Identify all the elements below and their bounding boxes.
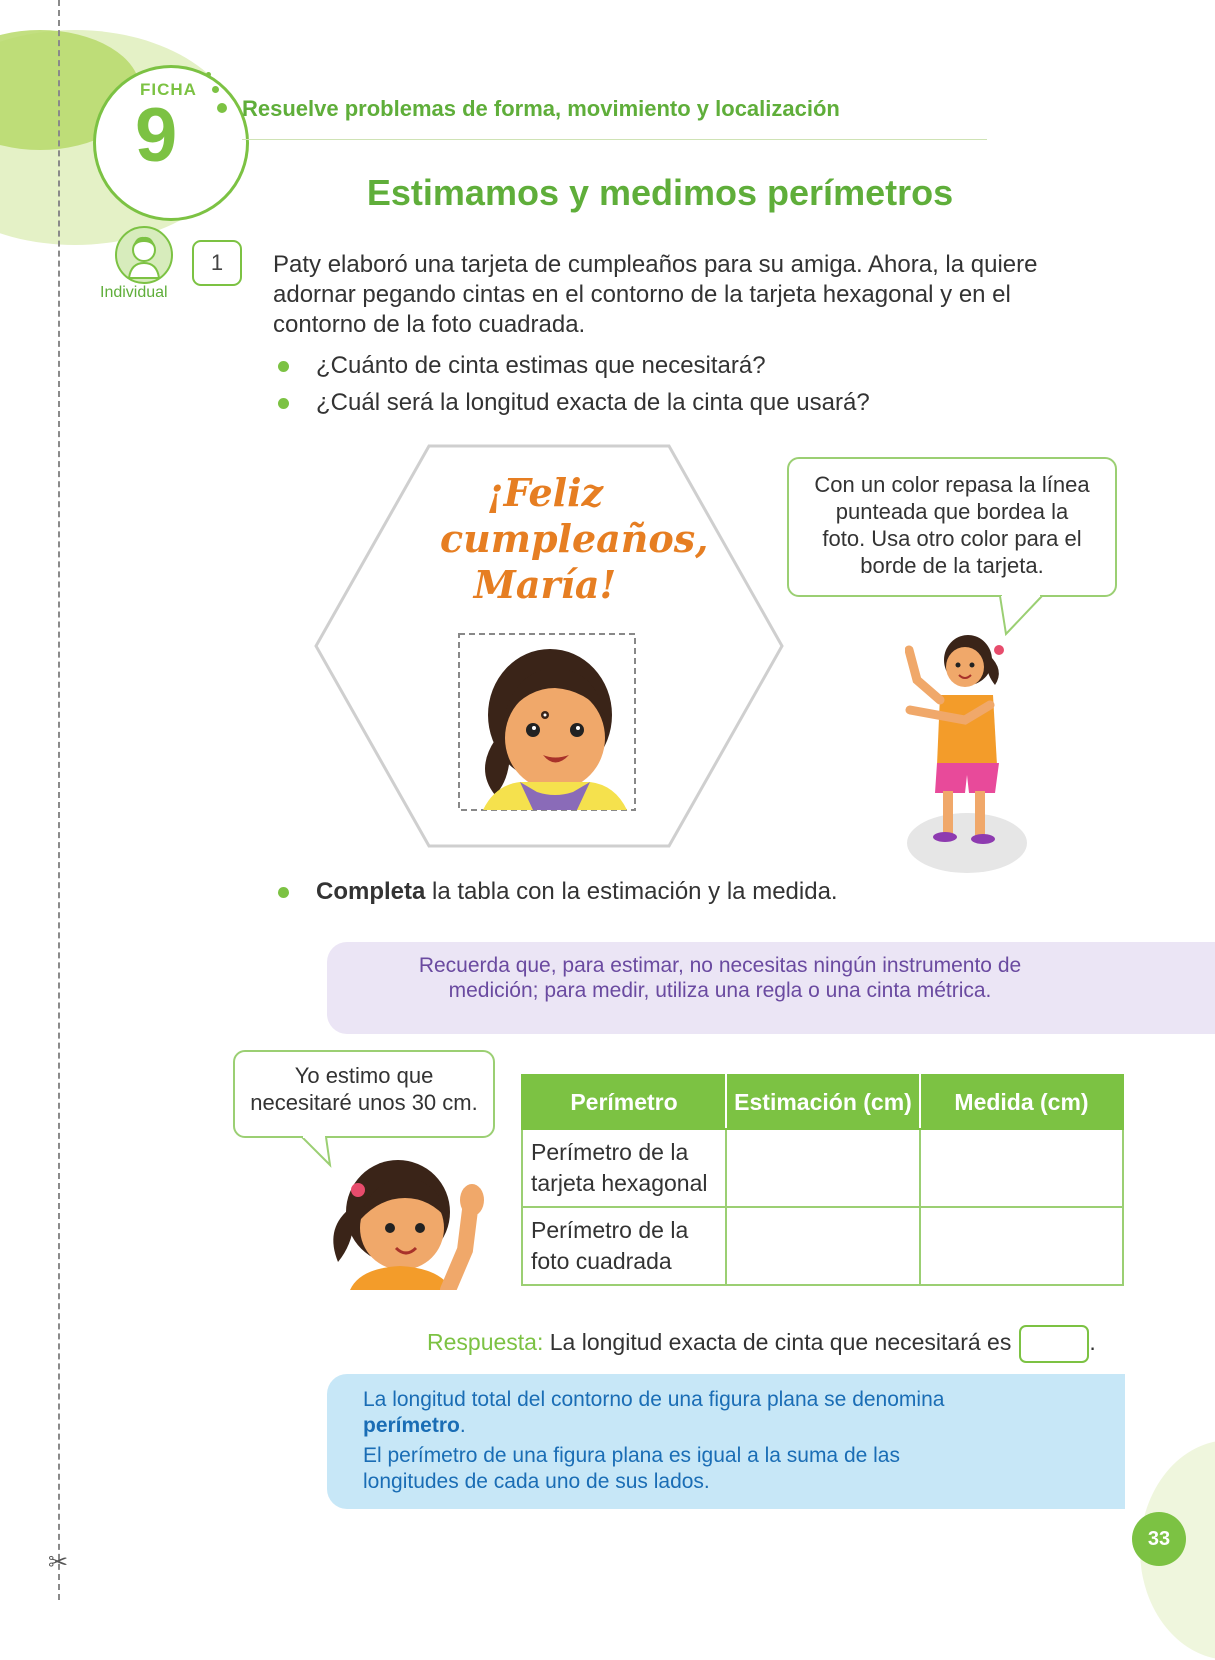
definition-line: longitudes de cada uno de sus lados.: [363, 1470, 710, 1493]
question-item: [316, 352, 766, 380]
definition-term-line: [363, 1413, 1103, 1439]
header-bullet: [217, 103, 227, 113]
question-number: 1: [192, 240, 242, 286]
individual-icon: [115, 226, 173, 284]
bubble-line: borde de la tarjeta.: [860, 553, 1044, 578]
column-header-estimate: Estimación (cm): [726, 1075, 920, 1129]
table-header-row: [522, 1075, 1123, 1129]
measure-cell[interactable]: [920, 1129, 1123, 1207]
perimeter-table: [521, 1074, 1124, 1286]
table-row: [522, 1207, 1123, 1285]
problem-line: contorno de la foto cuadrada.: [273, 311, 586, 338]
competency-heading: Resuelve problemas de forma, movimiento y localización: [242, 96, 840, 121]
instruction-text: la tabla con la estimación y la medida.: [425, 878, 838, 905]
bubble-line: Yo estimo que: [294, 1063, 434, 1088]
row-label: [522, 1207, 726, 1285]
row-label-line: Perímetro de la: [531, 1139, 689, 1165]
table-instruction: [316, 878, 838, 906]
question-item: [316, 389, 870, 417]
birthday-greeting: [440, 470, 709, 608]
bubble-line: necesitaré unos 30 cm.: [250, 1090, 478, 1115]
page-title: Estimamos y medimos perímetros: [366, 172, 954, 213]
problem-statement: [273, 250, 1093, 340]
column-header-perimeter: Perímetro: [522, 1075, 726, 1129]
instruction-bubble: [787, 457, 1117, 597]
question-text: ¿Cuál será la longitud exacta de la cinta que usará?: [316, 389, 870, 416]
ficha-number: 9: [135, 93, 178, 178]
problem-line: Paty elaboró una tarjeta de cumpleaños para su amiga. Ahora, la quiere: [273, 251, 1038, 278]
bubble-line: punteada que bordea la: [835, 499, 1069, 524]
row-label-line: tarjeta hexagonal: [531, 1170, 708, 1196]
row-label-line: Perímetro de la: [531, 1217, 689, 1243]
estimate-cell[interactable]: [726, 1129, 920, 1207]
bubble-line: foto. Usa otro color para el: [822, 526, 1082, 551]
bullet-dot: [278, 361, 289, 372]
table-row: [522, 1129, 1123, 1207]
measure-cell[interactable]: [920, 1207, 1123, 1285]
definition-term: perímetro: [363, 1414, 460, 1437]
answer-period: .: [1089, 1329, 1096, 1356]
row-label-line: foto cuadrada: [531, 1248, 672, 1274]
definition-text: [363, 1387, 1103, 1495]
greeting-line: ¡Feliz: [486, 470, 604, 515]
answer-input-box[interactable]: [1019, 1325, 1089, 1363]
row-label: [522, 1129, 726, 1207]
estimate-cell[interactable]: [726, 1207, 920, 1285]
header-dot-medium: [212, 86, 219, 93]
girl-waving-illustration: [320, 1150, 500, 1290]
bullet-dot: [278, 398, 289, 409]
question-text: ¿Cuánto de cinta estimas que necesitará?: [316, 352, 766, 379]
answer-text: La longitud exacta de cinta que necesitará es: [549, 1329, 1012, 1356]
definition-line: El perímetro de una figura plana es igual a la suma de las: [363, 1444, 900, 1467]
column-header-measure: Medida (cm): [920, 1075, 1123, 1129]
header-dot-small: [206, 72, 211, 77]
girl-illustration: [905, 625, 1035, 875]
reminder-text: [350, 953, 1090, 1003]
problem-line: adornar pegando cintas en el contorno de la tarjeta hexagonal y en el: [273, 281, 1011, 308]
page-number: 33: [1132, 1512, 1186, 1566]
greeting-line: María!: [473, 562, 617, 607]
header-divider: [242, 139, 987, 140]
answer-line: [427, 1325, 1096, 1363]
scissors-icon: ✂: [48, 1548, 69, 1576]
reminder-line: Recuerda que, para estimar, no necesitas ningún instrumento de: [418, 954, 1022, 977]
ficha-label: FICHA: [140, 80, 197, 99]
cut-line: [58, 0, 60, 1600]
answer-label: Respuesta:: [427, 1329, 544, 1356]
bullet-dot: [278, 887, 289, 898]
greeting-line: cumpleaños,: [440, 516, 709, 561]
estimate-bubble: [233, 1050, 495, 1138]
bubble-line: Con un color repasa la línea: [814, 472, 1090, 497]
definition-term-end: .: [459, 1414, 466, 1437]
square-photo: [455, 630, 645, 816]
instruction-verb: Completa: [316, 878, 426, 905]
definition-line: La longitud total del contorno de una figura plana se denomina: [363, 1388, 945, 1411]
reminder-line: medición; para medir, utiliza una regla o una cinta métrica.: [448, 979, 992, 1002]
individual-label: Individual: [100, 284, 168, 301]
